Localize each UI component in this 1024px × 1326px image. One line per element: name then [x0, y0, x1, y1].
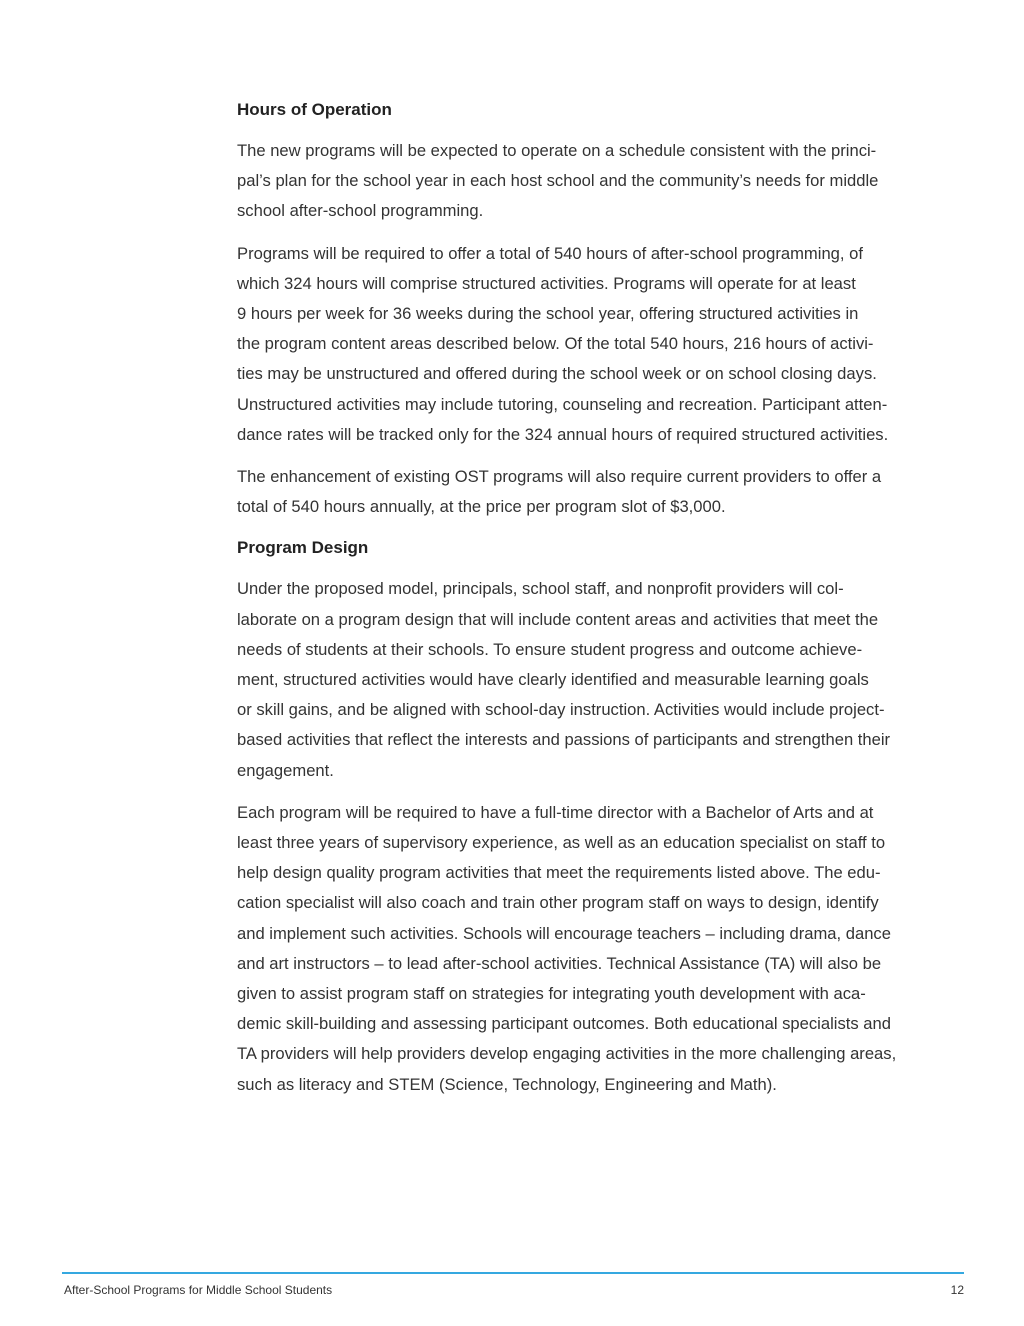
- paragraph-proposed-model: Under the proposed model, principals, school staff, and nonprofit providers will col- laborate on a program design that will include content areas and activities that meet the needs of students at their schools. To ensure student progress and outcome achieve- ment, structured activities would have clearly identified and measurable learning goals or skill gains, and be aligned with school-day instruction. Activities would include project- based activities that reflect the interests and passions of participants and strengthen their engagement.: [237, 579, 891, 780]
- section-heading-program-design: Program Design: [237, 538, 369, 558]
- paragraph-schedule: The new programs will be expected to operate on a schedule consistent with the princi- pal’s plan for the school year in each host school and the community’s needs for middle school after-school programming.: [237, 141, 879, 221]
- paragraph-staffing: Each program will be required to have a full-time director with a Bachelor of Arts and at least three years of supervisory experience, as well as an education specialist on staff to help design quality program activities that meet the requirements listed above. The edu- cation specialist will also coach and train other program staff on ways to design, identify and implement such activities. Schools will encourage teachers – including drama, dance and art instructors – to lead after-school activities. Technical Assistance (TA) will also be given to assist program staff on strategies for integrating youth development with aca- demic skill-building and assessing participant outcomes. Both educational specialists and TA providers will help providers develop engaging activities in the more challenging areas, such as literacy and STEM (Science, Technology, Engineering and Math).: [237, 802, 897, 1094]
- paragraph-ost-enhancement: The enhancement of existing OST programs will also require current providers to offer a total of 540 hours annually, at the price per program slot of $3,000.: [237, 467, 882, 517]
- footer-document-title: After-School Programs for Middle School Students: [64, 1283, 333, 1297]
- document-body: [237, 96, 965, 1112]
- footer-page-number: 12: [950, 1283, 964, 1297]
- footer-divider: [62, 1272, 964, 1274]
- section-heading-hours-of-operation: Hours of Operation: [237, 100, 392, 119]
- paragraph-required-hours: Programs will be required to offer a total of 540 hours of after-school programming, of which 324 hours will comprise structured activities. Programs will operate for at least 9 hours per week for 36 weeks during the school year, offering structured activities in the program content areas described below. Of the total 540 hours, 216 hours of activi- ties may be unstructured and offered during the school week or on school closing days. Unstructured activities may include tutoring, counseling and recreation. Participant atten- dance rates will be tracked only for the 324 annual hours of required structured activities.: [237, 243, 889, 444]
